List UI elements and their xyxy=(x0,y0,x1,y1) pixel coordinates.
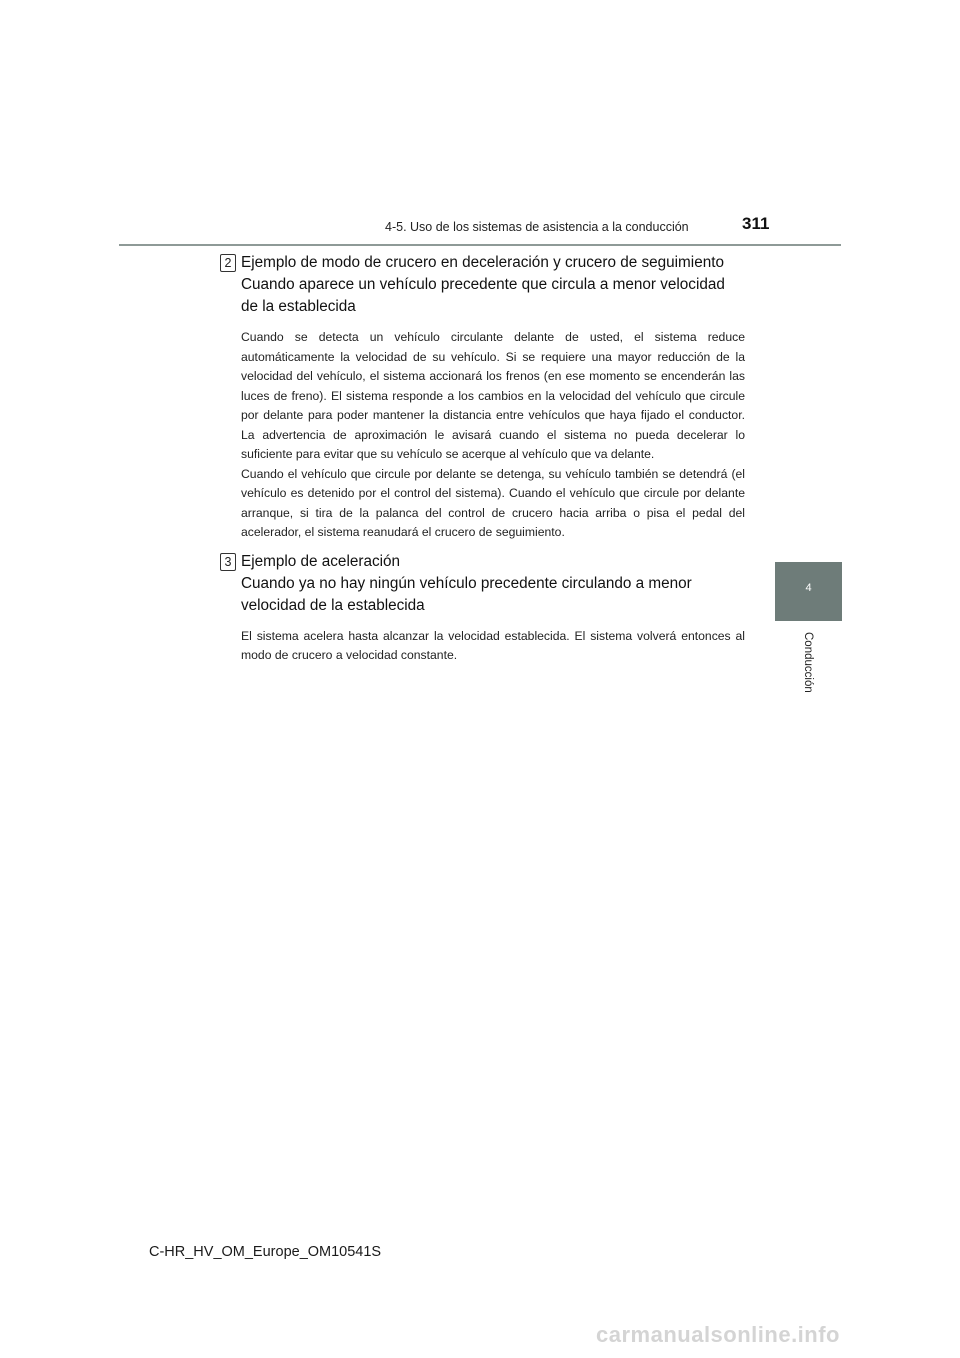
body-paragraph: Cuando el vehículo que circule por delante se detenga, su vehículo también se detendrá (el vehículo es detenido por el control del sistema). Cuando el vehículo que circule por delante arranque, si tira de la palanca del control de crucero hacia arriba o pisa el pedal del acelerador, el sistema reanudará el crucero de seguimiento. xyxy=(241,466,745,539)
step-section-2 xyxy=(220,252,745,543)
section-heading xyxy=(241,252,745,318)
section-body xyxy=(241,627,745,666)
document-code: C-HR_HV_OM_Europe_OM10541S xyxy=(149,1244,382,1260)
section-heading xyxy=(241,551,745,617)
heading-line: Ejemplo de modo de crucero en deceleración y crucero de seguimiento xyxy=(241,254,724,271)
header-divider xyxy=(119,244,841,246)
chapter-tab xyxy=(775,562,842,621)
heading-line: Cuando aparece un vehículo precedente que circula a menor velocidad de la establecida xyxy=(241,276,725,315)
body-paragraph: El sistema acelera hasta alcanzar la velocidad establecida. El sistema volverá entonces al modo de crucero a velocidad constante. xyxy=(241,628,745,662)
page-content xyxy=(220,252,745,666)
page-number: 311 xyxy=(742,214,770,233)
section-body xyxy=(241,328,745,543)
step-number-marker: 3 xyxy=(220,553,236,571)
heading-line: Cuando ya no hay ningún vehículo precedente circulando a menor velocidad de la establecida xyxy=(241,574,692,614)
running-header: 4-5. Uso de los sistemas de asistencia a la conducción xyxy=(385,220,689,234)
chapter-label: Conducción xyxy=(802,632,814,693)
step-section-3 xyxy=(220,551,745,666)
heading-line: Ejemplo de aceleración xyxy=(241,552,401,570)
step-number-marker: 2 xyxy=(220,254,236,272)
watermark: carmanualsonline.info xyxy=(596,1322,840,1347)
chapter-number: 4 xyxy=(805,582,812,594)
body-paragraph: Cuando se detecta un vehículo circulante delante de usted, el sistema reduce automáticamente la velocidad de su vehículo. Si se requiere una mayor reducción de la velocidad del vehículo, el sistema accionará los frenos (en ese momento se encenderán las luces de freno). El sistema responde a los cambios en la velocidad del vehículo que circule por delante para poder mantener la distancia entre vehículos que haya fijado el conductor. La advertencia de aproximación le avisará cuando el sistema no pueda decelerar lo suficiente para evitar que su vehículo se acerque al vehículo que va delante. xyxy=(241,330,745,461)
